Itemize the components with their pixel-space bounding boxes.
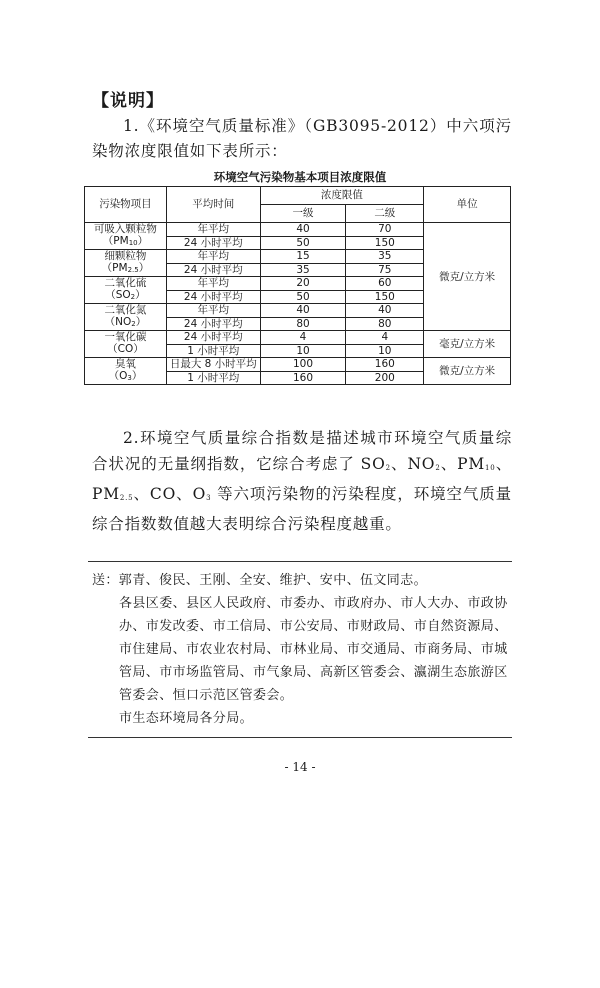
- pollutant-name: 可吸入颗粒物: [93, 223, 157, 235]
- pollutant-limits-table: [84, 186, 511, 385]
- pollutant-formula: （NO2）: [104, 316, 147, 328]
- level2-cell: 150: [346, 290, 424, 304]
- separator: 、: [133, 485, 150, 503]
- level1-cell: 50: [260, 290, 346, 304]
- formula-so2: SO: [360, 455, 386, 473]
- avg-time-cell: 24 小时平均: [166, 317, 260, 331]
- table-title: 环境空气污染物基本项目浓度限值: [213, 170, 387, 184]
- avg-time-cell: 年平均: [166, 277, 260, 291]
- avg-time-cell: 年平均: [166, 250, 260, 264]
- pollutant-formula: （O3）: [108, 370, 143, 382]
- distribution-body: 各县区委、县区人民政府、市委办、市政府办、市人大办、市政协办、市发改委、市工信局、市公安局、市财政局、市自然资源局、市住建局、市农业农村局、市林业局、市交通局、市商务局、市城管局、市市场监管局、市气象局、高新区管委会、瀛湖生态旅游区管委会、恒口示范区管委会。: [119, 596, 508, 703]
- pollutant-cell: [85, 277, 167, 304]
- level2-cell: 80: [346, 317, 424, 331]
- table-row: [85, 223, 511, 237]
- avg-time-cell: 24 小时平均: [166, 263, 260, 277]
- divider-bottom: [88, 737, 512, 738]
- unit-cell: 微克/立方米: [424, 358, 511, 385]
- header-pollutant: 污染物项目: [85, 187, 167, 223]
- header-limit: 浓度限值: [260, 187, 424, 205]
- level1-cell: 160: [260, 371, 346, 385]
- pollutant-cell: [85, 358, 167, 385]
- header-avg-time: 平均时间: [166, 187, 260, 223]
- level2-cell: 75: [346, 263, 424, 277]
- level1-cell: 40: [260, 223, 346, 237]
- pollutant-name: 二氧化氮: [104, 304, 147, 316]
- level2-cell: 70: [346, 223, 424, 237]
- pollutant-name: 细颗粒物: [104, 250, 147, 262]
- avg-time-cell: 1 小时平均: [166, 344, 260, 358]
- pollutant-name: 二氧化硫: [104, 277, 147, 289]
- pollutant-cell: [85, 223, 167, 250]
- formula-text: PM: [113, 235, 129, 247]
- formula-pm25-sub: 2.5: [119, 494, 134, 502]
- pollutant-cell: [85, 331, 167, 358]
- paragraph-2-tail: 等六项污染物的污染程度，环境空气质量综合指数数值越大表明综合污染程度越重。: [92, 485, 512, 533]
- header-level2: 二级: [346, 205, 424, 223]
- level2-cell: 4: [346, 331, 424, 345]
- avg-time-cell: 24 小时平均: [166, 331, 260, 345]
- formula-subscript: 10: [128, 239, 138, 247]
- unit-cell: 毫克/立方米: [424, 331, 511, 358]
- level2-cell: 60: [346, 277, 424, 291]
- formula-subscript: 2: [131, 320, 136, 328]
- pollutant-cell: [85, 250, 167, 277]
- pollutant-name: 臭氧: [114, 358, 136, 370]
- formula-co: CO: [149, 485, 177, 503]
- distribution-lead: 送：郭青、俊民、王刚、全安、维护、安中、伍文同志。: [92, 573, 428, 588]
- pollutant-formula: （PM10）: [102, 235, 149, 247]
- formula-no2: NO: [407, 455, 436, 473]
- paragraph-1: [92, 114, 512, 164]
- page-number: - 14 -: [284, 760, 316, 774]
- formula-text: NO: [115, 316, 132, 328]
- formula-o3-sub: 3: [206, 494, 212, 502]
- formula-pm10-sub: 10: [485, 464, 496, 472]
- formula-text: PM: [112, 262, 128, 274]
- level1-cell: 15: [260, 250, 346, 264]
- formula-subscript: 2: [130, 293, 136, 301]
- formula-no2-sub: 2: [435, 464, 441, 472]
- level1-cell: 80: [260, 317, 346, 331]
- formula-subscript: 2.5: [127, 266, 139, 274]
- formula-pm10: PM: [457, 455, 486, 473]
- avg-time-cell: 24 小时平均: [166, 290, 260, 304]
- level2-cell: 10: [346, 344, 424, 358]
- formula-o3: O: [192, 485, 207, 503]
- formula-so2-sub: 2: [385, 464, 391, 472]
- unit-cell: 微克/立方米: [424, 223, 511, 331]
- paragraph-2-line1: 环境空气质量综合指数是描述城市环境空气质量综合状况的无量纲指数，它综合考虑了: [92, 429, 512, 473]
- paragraph-2-number: 2.: [123, 429, 140, 447]
- level1-cell: 40: [260, 304, 346, 318]
- avg-time-cell: 1 小时平均: [166, 371, 260, 385]
- avg-time-cell: 24 小时平均: [166, 236, 260, 250]
- formula-text: CO: [117, 343, 134, 355]
- level2-cell: 150: [346, 236, 424, 250]
- paragraph-1-number: 1.: [123, 117, 140, 135]
- separator: 、: [440, 455, 458, 473]
- table-row: [85, 358, 511, 372]
- formula-pm25: PM: [92, 485, 120, 503]
- paragraph-2: [92, 425, 512, 537]
- level2-cell: 35: [346, 250, 424, 264]
- pollutant-formula: （PM2.5）: [101, 262, 150, 274]
- level1-cell: 10: [260, 344, 346, 358]
- formula-text: SO: [115, 289, 131, 301]
- separator: 、: [495, 455, 512, 473]
- pollutant-formula: （CO）: [107, 343, 144, 355]
- formula-text: O: [119, 370, 128, 382]
- divider-top: [88, 561, 512, 562]
- distribution-last: 市生态环境局各分局。: [119, 711, 254, 726]
- level1-cell: 35: [260, 263, 346, 277]
- avg-time-cell: 日最大 8 小时平均: [166, 358, 260, 372]
- level2-cell: 160: [346, 358, 424, 372]
- table-row: [85, 331, 511, 345]
- pollutant-name: 一氧化碳: [104, 331, 147, 343]
- header-unit: 单位: [424, 187, 511, 223]
- formula-subscript: 3: [127, 374, 132, 382]
- table-body: [85, 223, 511, 385]
- level1-cell: 4: [260, 331, 346, 345]
- avg-time-cell: 年平均: [166, 304, 260, 318]
- header-level1: 一级: [260, 205, 346, 223]
- level1-cell: 20: [260, 277, 346, 291]
- level1-cell: 50: [260, 236, 346, 250]
- paragraph-1-text: 《环境空气质量标准》（GB3095-2012）中六项污染物浓度限值如下表所示：: [92, 117, 512, 160]
- separator: 、: [176, 485, 193, 503]
- level1-cell: 100: [260, 358, 346, 372]
- section-heading: 【说明】: [92, 91, 164, 111]
- level2-cell: 200: [346, 371, 424, 385]
- separator: 、: [390, 455, 408, 473]
- pollutant-cell: [85, 304, 167, 331]
- level2-cell: 40: [346, 304, 424, 318]
- avg-time-cell: 年平均: [166, 223, 260, 237]
- pollutant-formula: （SO2）: [105, 289, 146, 301]
